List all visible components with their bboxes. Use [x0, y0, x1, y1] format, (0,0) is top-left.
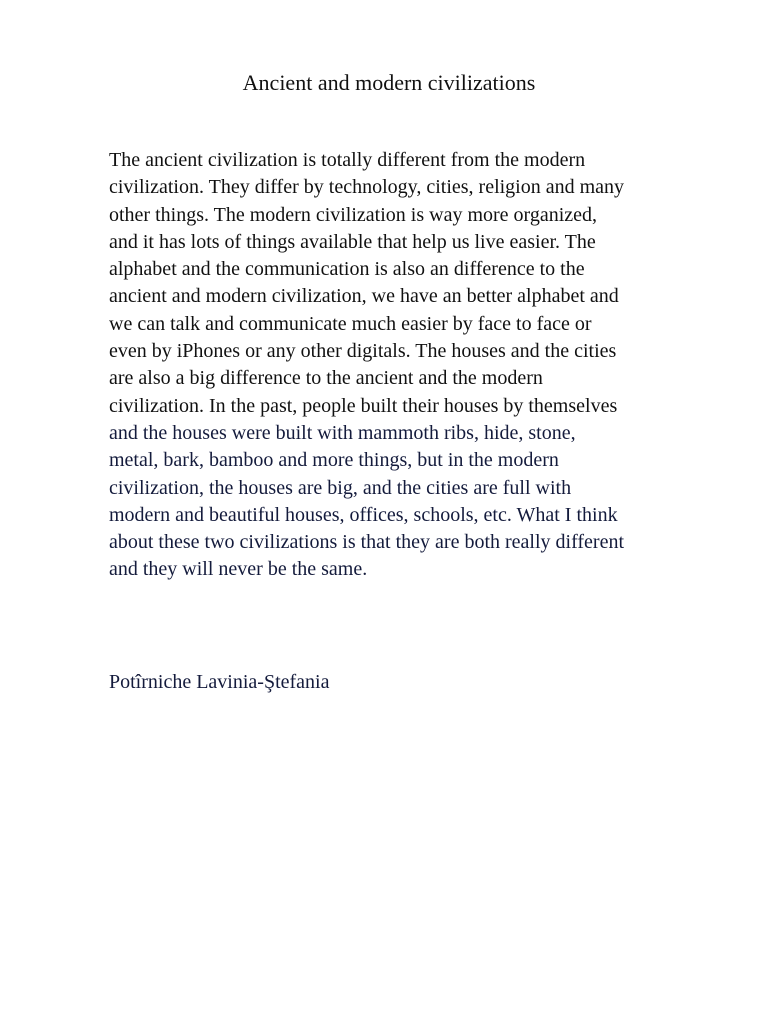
paragraph-line-5: alphabet and the communication is also an difference to the — [109, 258, 585, 281]
paragraph-line-13: civilization, the houses are big, and the cities are full with — [109, 476, 572, 499]
paragraph-line-11: and the houses were built with mammoth ribs, hide, stone, — [109, 421, 576, 444]
paragraph-line-14: modern and beautiful houses, offices, schools, etc. What I think — [109, 503, 618, 526]
essay-paragraph — [109, 147, 719, 584]
paragraph-line-9: are also a big difference to the ancient and the modern — [109, 367, 543, 390]
paragraph-line-6: ancient and modern civilization, we have an better alphabet and — [109, 285, 619, 308]
paragraph-line-16: and they will never be the same. — [109, 558, 368, 581]
paragraph-line-4: and it has lots of things available that help us live easier. The — [109, 230, 596, 253]
paragraph-line-10: civilization. In the past, people built their houses by themselves — [109, 394, 618, 417]
paragraph-line-3: other things. The modern civilization is way more organized, — [109, 203, 598, 226]
paragraph-line-12: metal, bark, bamboo and more things, but in the modern — [109, 449, 559, 472]
paragraph-line-7: we can talk and communicate much easier by face to face or — [109, 312, 592, 335]
paragraph-line-1: The ancient civilization is totally different from the modern — [109, 149, 586, 171]
document-title: Ancient and modern civilizations — [242, 70, 536, 95]
paragraph-line-2: civilization. They differ by technology, cities, religion and many — [109, 176, 625, 199]
paragraph-line-8: even by iPhones or any other digitals. The houses and the cities — [109, 340, 617, 363]
paragraph-line-15: about these two civilizations is that they are both really different — [109, 531, 625, 554]
author-name: Potîrniche Lavinia-Ştefania — [109, 671, 330, 693]
